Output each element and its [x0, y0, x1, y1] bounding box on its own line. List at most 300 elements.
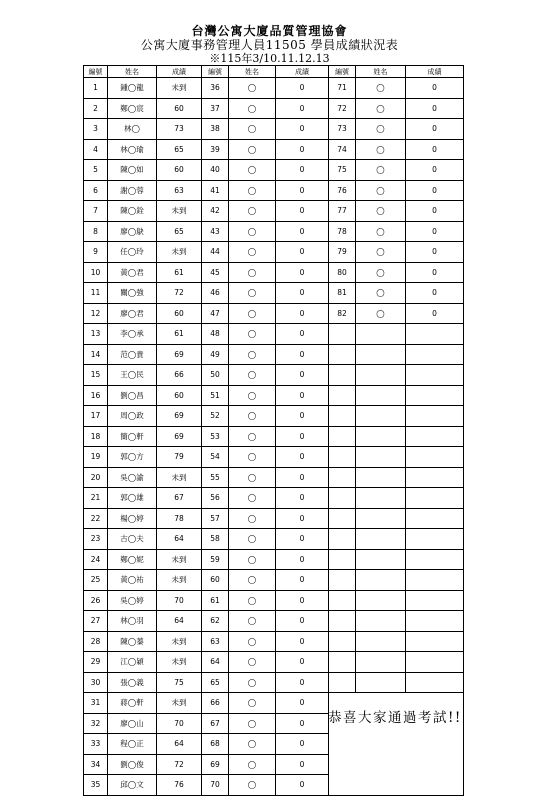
- student-name: ◯: [356, 78, 406, 99]
- empty-cell: [406, 365, 464, 386]
- empty-cell: [329, 672, 356, 693]
- student-name: ◯: [229, 529, 276, 550]
- table-row: [84, 242, 464, 263]
- empty-cell: [356, 529, 406, 550]
- student-name: 李◯承: [108, 324, 157, 345]
- table-row: [84, 365, 464, 386]
- student-name: 鍾◯龍: [108, 78, 157, 99]
- student-score: 0: [276, 570, 329, 591]
- student-score: 72: [157, 283, 202, 304]
- student-score: 0: [276, 488, 329, 509]
- student-number: 52: [202, 406, 229, 427]
- student-name: 林◯: [108, 119, 157, 140]
- student-name: 范◯貴: [108, 344, 157, 365]
- empty-cell: [356, 611, 406, 632]
- empty-cell: [329, 570, 356, 591]
- col-header-no: 編號: [84, 66, 108, 78]
- student-name: 廖◯君: [108, 303, 157, 324]
- page-subtitle: 公寓大廈事務管理人員11505 學員成績狀況表: [140, 38, 399, 52]
- empty-cell: [406, 529, 464, 550]
- empty-cell: [406, 672, 464, 693]
- student-name: ◯: [229, 775, 276, 796]
- student-number: 24: [84, 549, 108, 570]
- student-number: 76: [329, 180, 356, 201]
- student-number: 81: [329, 283, 356, 304]
- student-score: 60: [157, 385, 202, 406]
- student-number: 48: [202, 324, 229, 345]
- empty-cell: [329, 508, 356, 529]
- student-name: ◯: [229, 201, 276, 222]
- student-number: 72: [329, 98, 356, 119]
- student-number: 1: [84, 78, 108, 99]
- student-name: ◯: [229, 98, 276, 119]
- student-score: 0: [276, 508, 329, 529]
- empty-cell: [329, 385, 356, 406]
- student-name: 古◯夫: [108, 529, 157, 550]
- student-score: 64: [157, 734, 202, 755]
- empty-cell: [356, 672, 406, 693]
- student-number: 49: [202, 344, 229, 365]
- student-name: ◯: [229, 713, 276, 734]
- student-name: ◯: [229, 242, 276, 263]
- student-name: ◯: [356, 201, 406, 222]
- student-name: 郭◯方: [108, 447, 157, 468]
- student-number: 70: [202, 775, 229, 796]
- student-name: ◯: [356, 242, 406, 263]
- student-name: ◯: [229, 365, 276, 386]
- student-score: 0: [406, 160, 464, 181]
- student-score: 0: [406, 78, 464, 99]
- student-number: 66: [202, 693, 229, 714]
- empty-cell: [406, 652, 464, 673]
- empty-cell: [356, 426, 406, 447]
- student-name: ◯: [229, 590, 276, 611]
- student-name: ◯: [356, 180, 406, 201]
- student-score: 0: [276, 160, 329, 181]
- student-score: 0: [406, 98, 464, 119]
- student-name: ◯: [229, 139, 276, 160]
- student-name: ◯: [229, 262, 276, 283]
- student-score: 0: [276, 221, 329, 242]
- student-score: 0: [276, 693, 329, 714]
- student-number: 39: [202, 139, 229, 160]
- student-number: 55: [202, 467, 229, 488]
- student-number: 26: [84, 590, 108, 611]
- student-number: 80: [329, 262, 356, 283]
- student-number: 27: [84, 611, 108, 632]
- student-score: 69: [157, 426, 202, 447]
- student-number: 53: [202, 426, 229, 447]
- student-score: 0: [276, 119, 329, 140]
- student-score: 69: [157, 344, 202, 365]
- empty-cell: [406, 590, 464, 611]
- student-score: 75: [157, 672, 202, 693]
- student-score: 64: [157, 529, 202, 550]
- empty-cell: [406, 447, 464, 468]
- table-row: [84, 324, 464, 345]
- student-score: 0: [276, 529, 329, 550]
- student-name: ◯: [356, 262, 406, 283]
- student-score: 0: [276, 672, 329, 693]
- student-number: 18: [84, 426, 108, 447]
- student-name: 郭◯雄: [108, 488, 157, 509]
- student-number: 19: [84, 447, 108, 468]
- student-name: 鄭◯妮: [108, 549, 157, 570]
- student-name: ◯: [229, 652, 276, 673]
- empty-cell: [356, 467, 406, 488]
- table-row: [84, 590, 464, 611]
- student-score: 0: [276, 775, 329, 796]
- table-row: [84, 508, 464, 529]
- student-number: 60: [202, 570, 229, 591]
- student-number: 54: [202, 447, 229, 468]
- student-name: ◯: [229, 570, 276, 591]
- student-score: 65: [157, 139, 202, 160]
- student-number: 7: [84, 201, 108, 222]
- empty-cell: [406, 406, 464, 427]
- table-row: [84, 221, 464, 242]
- empty-cell: [406, 426, 464, 447]
- col-header-name: 姓名: [356, 66, 406, 78]
- student-number: 8: [84, 221, 108, 242]
- student-score: 0: [406, 139, 464, 160]
- student-name: ◯: [229, 426, 276, 447]
- student-number: 12: [84, 303, 108, 324]
- empty-cell: [406, 488, 464, 509]
- student-name: ◯: [229, 508, 276, 529]
- table-row: [84, 631, 464, 652]
- student-score: 0: [276, 426, 329, 447]
- table-row: [84, 467, 464, 488]
- student-name: ◯: [356, 139, 406, 160]
- student-number: 9: [84, 242, 108, 263]
- student-score: 69: [157, 406, 202, 427]
- student-number: 34: [84, 754, 108, 775]
- table-row: [84, 180, 464, 201]
- col-header-score: 成績: [276, 66, 329, 78]
- student-number: 58: [202, 529, 229, 550]
- table-row: [84, 98, 464, 119]
- table-row: [84, 160, 464, 181]
- student-number: 46: [202, 283, 229, 304]
- empty-cell: [356, 549, 406, 570]
- student-number: 50: [202, 365, 229, 386]
- student-name: ◯: [229, 488, 276, 509]
- table-row: [84, 570, 464, 591]
- student-name: ◯: [229, 303, 276, 324]
- student-number: 22: [84, 508, 108, 529]
- student-name: 關◯強: [108, 283, 157, 304]
- student-score: 0: [406, 119, 464, 140]
- empty-cell: [406, 611, 464, 632]
- student-name: 廖◯山: [108, 713, 157, 734]
- student-name: ◯: [356, 119, 406, 140]
- empty-cell: [356, 385, 406, 406]
- student-name: ◯: [229, 672, 276, 693]
- student-number: 5: [84, 160, 108, 181]
- student-name: ◯: [229, 631, 276, 652]
- empty-cell: [406, 385, 464, 406]
- table-row: [84, 406, 464, 427]
- student-score: 64: [157, 611, 202, 632]
- page-title: 台灣公寓大廈品質管理協會: [191, 24, 348, 38]
- table-row: [84, 344, 464, 365]
- student-number: 35: [84, 775, 108, 796]
- student-name: 黃◯祐: [108, 570, 157, 591]
- student-number: 67: [202, 713, 229, 734]
- student-number: 59: [202, 549, 229, 570]
- student-name: 劉◯昌: [108, 385, 157, 406]
- empty-cell: [329, 529, 356, 550]
- student-name: ◯: [229, 693, 276, 714]
- table-row: [84, 549, 464, 570]
- student-score: 0: [276, 180, 329, 201]
- student-score: 0: [276, 754, 329, 775]
- empty-cell: [406, 570, 464, 591]
- student-name: ◯: [229, 180, 276, 201]
- student-number: 14: [84, 344, 108, 365]
- student-score: 60: [157, 98, 202, 119]
- student-score: 0: [276, 324, 329, 345]
- student-score: 0: [276, 201, 329, 222]
- student-score: 0: [276, 611, 329, 632]
- student-name: ◯: [229, 324, 276, 345]
- student-name: ◯: [356, 98, 406, 119]
- student-name: ◯: [229, 119, 276, 140]
- student-score: 0: [276, 344, 329, 365]
- student-score: 78: [157, 508, 202, 529]
- student-number: 11: [84, 283, 108, 304]
- student-number: 57: [202, 508, 229, 529]
- student-name: 蔣◯軒: [108, 693, 157, 714]
- student-name: 林◯羽: [108, 611, 157, 632]
- student-number: 40: [202, 160, 229, 181]
- student-name: 江◯穎: [108, 652, 157, 673]
- student-number: 4: [84, 139, 108, 160]
- student-number: 47: [202, 303, 229, 324]
- student-number: 51: [202, 385, 229, 406]
- student-score: 未到: [157, 467, 202, 488]
- student-score: 0: [276, 631, 329, 652]
- student-score: 0: [276, 303, 329, 324]
- student-name: 簡◯軒: [108, 426, 157, 447]
- student-score: 73: [157, 119, 202, 140]
- student-number: 31: [84, 693, 108, 714]
- student-score: 未到: [157, 549, 202, 570]
- table-row: [84, 488, 464, 509]
- student-name: ◯: [229, 221, 276, 242]
- student-name: ◯: [229, 283, 276, 304]
- student-number: 68: [202, 734, 229, 755]
- table-row: [84, 426, 464, 447]
- student-number: 45: [202, 262, 229, 283]
- student-score: 未到: [157, 570, 202, 591]
- student-name: ◯: [229, 467, 276, 488]
- empty-cell: [329, 324, 356, 345]
- table-row: [84, 78, 464, 99]
- student-number: 37: [202, 98, 229, 119]
- student-number: 32: [84, 713, 108, 734]
- table-row: [84, 611, 464, 632]
- student-score: 0: [406, 262, 464, 283]
- student-score: 0: [276, 447, 329, 468]
- student-name: ◯: [356, 303, 406, 324]
- empty-cell: [329, 365, 356, 386]
- empty-cell: [406, 467, 464, 488]
- table-row: [84, 201, 464, 222]
- student-number: 20: [84, 467, 108, 488]
- student-score: 0: [276, 549, 329, 570]
- student-name: 鄭◯宸: [108, 98, 157, 119]
- student-score: 未到: [157, 78, 202, 99]
- student-score: 67: [157, 488, 202, 509]
- empty-cell: [356, 508, 406, 529]
- table-row: [84, 283, 464, 304]
- table-row: [84, 652, 464, 673]
- empty-cell: [329, 488, 356, 509]
- student-number: 69: [202, 754, 229, 775]
- col-header-score: 成績: [157, 66, 202, 78]
- student-score: 未到: [157, 242, 202, 263]
- student-score: 0: [406, 201, 464, 222]
- student-score: 70: [157, 713, 202, 734]
- empty-cell: [356, 652, 406, 673]
- student-number: 42: [202, 201, 229, 222]
- student-number: 29: [84, 652, 108, 673]
- student-number: 30: [84, 672, 108, 693]
- student-number: 79: [329, 242, 356, 263]
- empty-cell: [356, 488, 406, 509]
- empty-cell: [356, 570, 406, 591]
- empty-cell: [329, 611, 356, 632]
- student-number: 63: [202, 631, 229, 652]
- student-name: 劉◯俊: [108, 754, 157, 775]
- student-score: 0: [406, 303, 464, 324]
- student-score: 0: [406, 221, 464, 242]
- table-row: [84, 447, 464, 468]
- empty-cell: [406, 344, 464, 365]
- student-score: 0: [276, 385, 329, 406]
- student-name: 廖◯鴃: [108, 221, 157, 242]
- student-score: 72: [157, 754, 202, 775]
- student-number: 38: [202, 119, 229, 140]
- student-score: 70: [157, 590, 202, 611]
- student-number: 62: [202, 611, 229, 632]
- student-name: 楊◯婷: [108, 508, 157, 529]
- student-score: 66: [157, 365, 202, 386]
- student-score: 0: [276, 467, 329, 488]
- table-row: [84, 262, 464, 283]
- empty-cell: [329, 426, 356, 447]
- student-number: 17: [84, 406, 108, 427]
- student-score: 0: [276, 713, 329, 734]
- student-name: 周◯政: [108, 406, 157, 427]
- student-name: 任◯玲: [108, 242, 157, 263]
- student-score: 0: [276, 78, 329, 99]
- student-score: 0: [406, 283, 464, 304]
- student-score: 0: [406, 242, 464, 263]
- student-name: ◯: [229, 344, 276, 365]
- table-row: [84, 385, 464, 406]
- student-score: 0: [276, 365, 329, 386]
- student-number: 25: [84, 570, 108, 591]
- student-number: 41: [202, 180, 229, 201]
- table-row: [84, 303, 464, 324]
- empty-cell: [356, 324, 406, 345]
- col-header-no: 編號: [329, 66, 356, 78]
- student-number: 23: [84, 529, 108, 550]
- empty-cell: [356, 406, 406, 427]
- empty-cell: [329, 631, 356, 652]
- col-header-score: 成績: [406, 66, 464, 78]
- student-number: 43: [202, 221, 229, 242]
- student-name: 黃◯君: [108, 262, 157, 283]
- student-score: 60: [157, 303, 202, 324]
- student-score: 0: [406, 180, 464, 201]
- student-name: ◯: [229, 160, 276, 181]
- student-name: 程◯正: [108, 734, 157, 755]
- table-row: [84, 139, 464, 160]
- student-score: 63: [157, 180, 202, 201]
- student-name: ◯: [356, 160, 406, 181]
- student-number: 16: [84, 385, 108, 406]
- table-row: [84, 119, 464, 140]
- student-name: ◯: [229, 549, 276, 570]
- empty-cell: [356, 365, 406, 386]
- student-number: 15: [84, 365, 108, 386]
- empty-cell: [406, 631, 464, 652]
- student-number: 28: [84, 631, 108, 652]
- empty-cell: [329, 467, 356, 488]
- student-name: ◯: [229, 385, 276, 406]
- col-header-no: 編號: [202, 66, 229, 78]
- student-name: 謝◯蓉: [108, 180, 157, 201]
- student-number: 33: [84, 734, 108, 755]
- col-header-name: 姓名: [229, 66, 276, 78]
- student-number: 10: [84, 262, 108, 283]
- student-name: ◯: [229, 734, 276, 755]
- student-name: ◯: [229, 447, 276, 468]
- student-number: 71: [329, 78, 356, 99]
- student-score: 65: [157, 221, 202, 242]
- student-number: 64: [202, 652, 229, 673]
- table-row: [84, 672, 464, 693]
- empty-cell: [329, 590, 356, 611]
- student-score: 0: [276, 98, 329, 119]
- empty-cell: [329, 652, 356, 673]
- student-number: 65: [202, 672, 229, 693]
- empty-cell: [329, 549, 356, 570]
- student-name: 吳◯諭: [108, 467, 157, 488]
- student-number: 82: [329, 303, 356, 324]
- empty-cell: [406, 549, 464, 570]
- empty-cell: [356, 344, 406, 365]
- student-name: ◯: [356, 283, 406, 304]
- student-number: 77: [329, 201, 356, 222]
- student-score: 79: [157, 447, 202, 468]
- student-score: 0: [276, 406, 329, 427]
- student-score: 0: [276, 652, 329, 673]
- exam-dates: ※115年3/10.11.12.13: [209, 52, 330, 65]
- student-number: 6: [84, 180, 108, 201]
- student-score: 0: [276, 283, 329, 304]
- student-score: 0: [276, 139, 329, 160]
- student-name: 邱◯文: [108, 775, 157, 796]
- empty-cell: [356, 447, 406, 468]
- table-header-row: [84, 66, 464, 78]
- student-score: 未到: [157, 631, 202, 652]
- student-name: 林◯瑜: [108, 139, 157, 160]
